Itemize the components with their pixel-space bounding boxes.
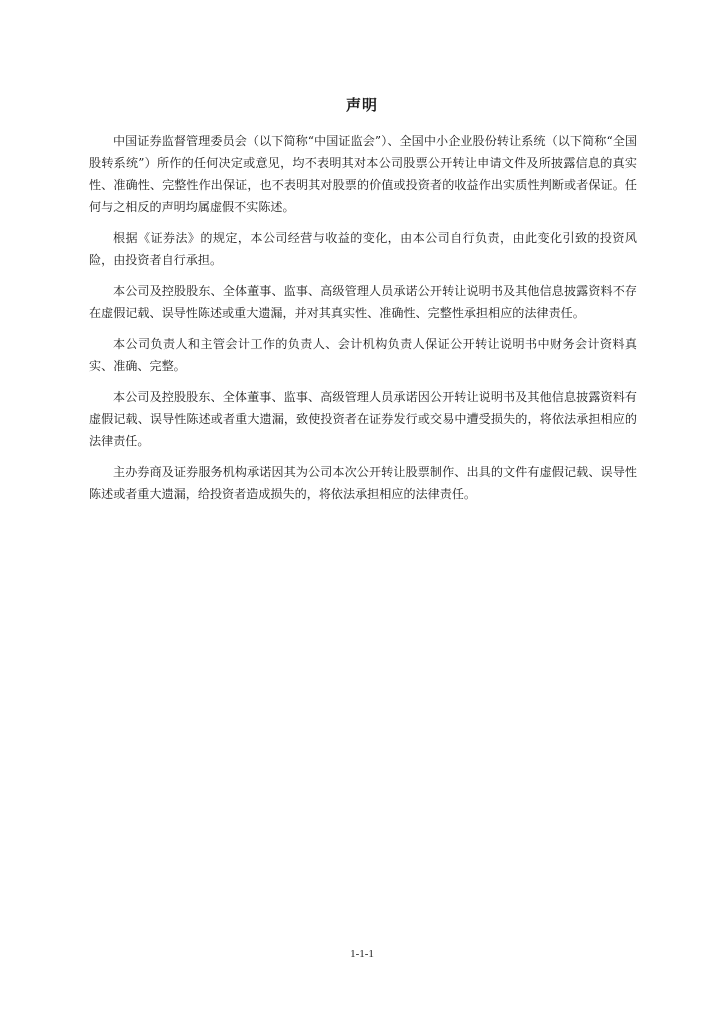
paragraph-financial-accuracy: 本公司负责人和主管会计工作的负责人、会计机构负责人保证公开转让说明书中财务会计资料真实、准确、完整。 [89, 337, 637, 373]
statement-body [89, 130, 637, 514]
paragraph-broker-commitment: 主办券商及证券服务机构承诺因其为公司本次公开转让股票制作、出具的文件有虚假记载、误导性陈述或者重大遗漏，给投资者造成损失的，将依法承担相应的法律责任。 [89, 465, 637, 501]
paragraph-management-commitment: 本公司及控股股东、全体董事、监事、高级管理人员承诺公开转让说明书及其他信息披露资料不存在虚假记载、误导性陈述或重大遗漏，并对其真实性、准确性、完整性承担相应的法律责任。 [89, 284, 637, 320]
page-title: 声明 [345, 96, 378, 114]
paragraph-investment-risk: 根据《证券法》的规定，本公司经营与收益的变化，由本公司自行负责，由此变化引致的投资风险，由投资者自行承担。 [89, 231, 637, 267]
paragraph-regulator-disclaimer: 中国证券监督管理委员会（以下简称“中国证监会”）、全国中小企业股份转让系统（以下简称“全国股转系统”）所作的任何决定或意见，均不表明其对本公司股票公开转让申请文件及所披露信息的真实性、准确性、完整性作出保证，也不表明其对股票的价值或投资者的收益作出实质性判断或者保证。任何与之相反的声明均属虚假不实陈述。 [89, 134, 637, 214]
paragraph-liability-commitment: 本公司及控股股东、全体董事、监事、高级管理人员承诺因公开转让说明书及其他信息披露资料有虚假记载、误导性陈述或者重大遗漏，致使投资者在证券发行或交易中遭受损失的，将依法承担相应的法律责任。 [89, 390, 637, 448]
page-number: 1-1-1 [350, 948, 374, 960]
